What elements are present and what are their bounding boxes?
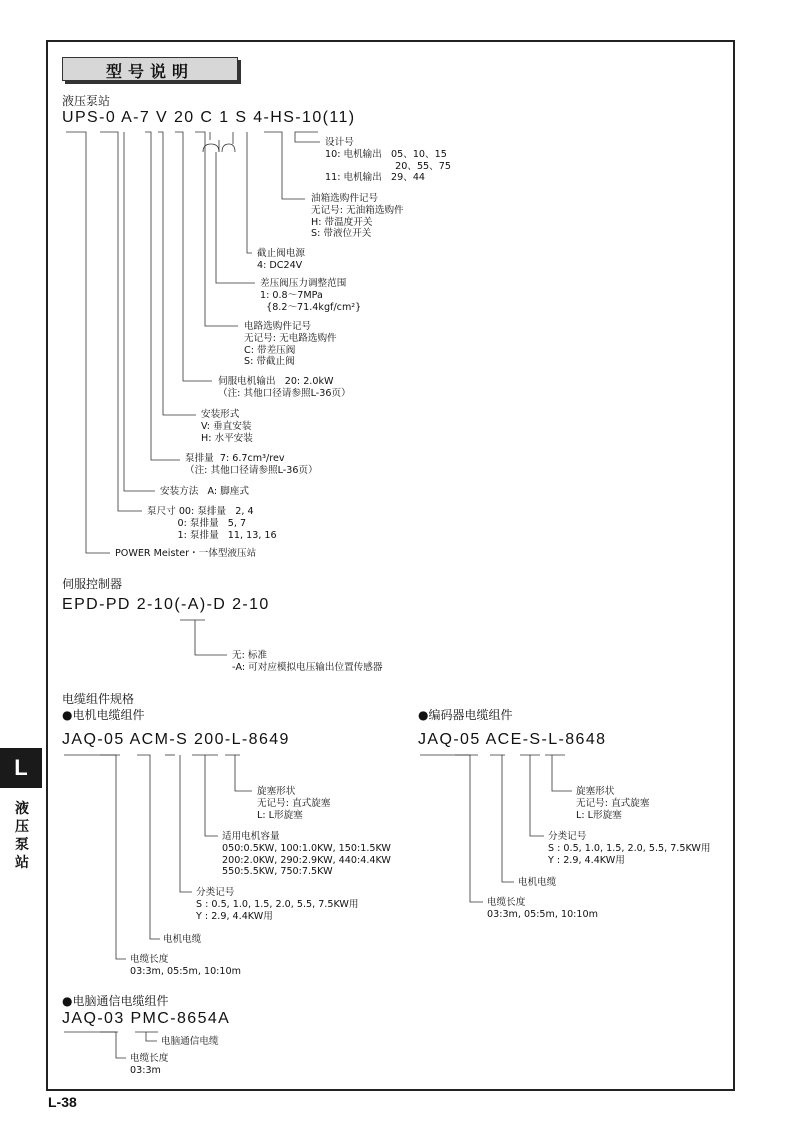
pump-tank-note: 油箱选购件记号 无记号: 无油箱选购件 H: 带温度开关 S: 带液位开关 [311, 193, 404, 240]
encoder-cable-model: JAQ-05 ACE-S-L-8648 [418, 731, 607, 748]
pump-servo-motor-note: 伺服电机输出 20: 2.0kW （注: 其他口径请参照L-36页） [218, 376, 351, 399]
pc-cable-heading: ●电脑通信电缆组件 [62, 994, 169, 1008]
motor-cable-model: JAQ-05 ACM-S 200-L-8649 [62, 731, 290, 748]
page-title: 型号说明 [105, 62, 194, 81]
pc-cable-type-note: 电脑通信电缆 [161, 1036, 219, 1047]
servo-heading: 伺服控制器 [62, 577, 123, 591]
encoder-cable-heading: ●编码器电缆组件 [418, 708, 513, 722]
pc-cable-model: JAQ-03 PMC-8654A [62, 1010, 231, 1027]
motor-cable-length-note: 电缆长度 03:3m, 05:5m, 10:10m [130, 954, 241, 977]
encoder-cable-type-note: 电机电缆 [518, 877, 557, 888]
servo-option-note: 无: 标准 -A: 可对应模拟电压输出位置传感器 [232, 650, 383, 673]
cable-heading: 电缆组件规格 [62, 692, 135, 706]
motor-cable-type-note: 电机电缆 [163, 934, 202, 945]
pump-shutoff-note: 截止阀电源 4: DC24V [257, 248, 305, 271]
pump-mount-form-note: 安装形式 V: 垂直安装 H: 水平安装 [201, 409, 253, 444]
pump-heading: 液压泵站 [62, 94, 111, 108]
encoder-cable-length-note: 电缆长度 03:3m, 05:5m, 10:10m [487, 897, 598, 920]
motor-cable-heading: ●电机电缆组件 [62, 708, 145, 722]
encoder-cable-plug-note: 旋塞形状 无记号: 直式旋塞 L: L形旋塞 [576, 786, 650, 821]
pump-design-note: 设计号 10: 电机输出 05、10、15 20、55、75 11: 电机输出 29、44 [325, 137, 451, 184]
pump-diff-valve-note: 差压阀压力调整范围 1: 0.8～7MPa {8.2～71.4kgf/cm²} [260, 278, 362, 313]
servo-model-code: EPD-PD 2-10(-A)-D 2-10 [62, 596, 270, 613]
motor-cable-capacity-note: 适用电机容量 050:0.5KW, 100:1.0KW, 150:1.5KW 200:2.0KW, 290:2.9KW, 440:4.4KW 550:5.5KW, 750:7.5KW [222, 831, 391, 878]
pump-circuit-note: 电路选购件记号 无记号: 无电路选购件 C: 带差压阀 S: 带截止阀 [244, 321, 337, 368]
side-tab-letter: L [0, 748, 42, 788]
side-tab-label: 液压泵站 [15, 801, 29, 871]
pump-displacement-note: 泵排量 7: 6.7cm³/rev （注: 其他口径请参照L-36页） [185, 453, 318, 476]
page-number: L-38 [48, 1094, 77, 1110]
motor-cable-class-note: 分类记号 S : 0.5, 1.0, 1.5, 2.0, 5.5, 7.5KW用 Y : 2.9, 4.4KW用 [196, 887, 359, 922]
pump-model-code: UPS-0 A-7 V 20 C 1 S 4-HS-10(11) [62, 109, 356, 126]
encoder-cable-class-note: 分类记号 S : 0.5, 1.0, 1.5, 2.0, 5.5, 7.5KW用 Y : 2.9, 4.4KW用 [548, 831, 711, 866]
pc-cable-length-note: 电缆长度 03:3m [130, 1053, 169, 1076]
pump-size-note: 泵尺寸 00: 泵排量 2, 4 0: 泵排量 5, 7 1: 泵排量 11, 13, 16 [147, 506, 277, 541]
motor-cable-plug-note: 旋塞形状 无记号: 直式旋塞 L: L形旋塞 [257, 786, 331, 821]
pump-series-note: POWER Meister・一体型液压站 [115, 548, 257, 559]
pump-mount-method-note: 安装方法 A: 脚座式 [160, 486, 249, 497]
